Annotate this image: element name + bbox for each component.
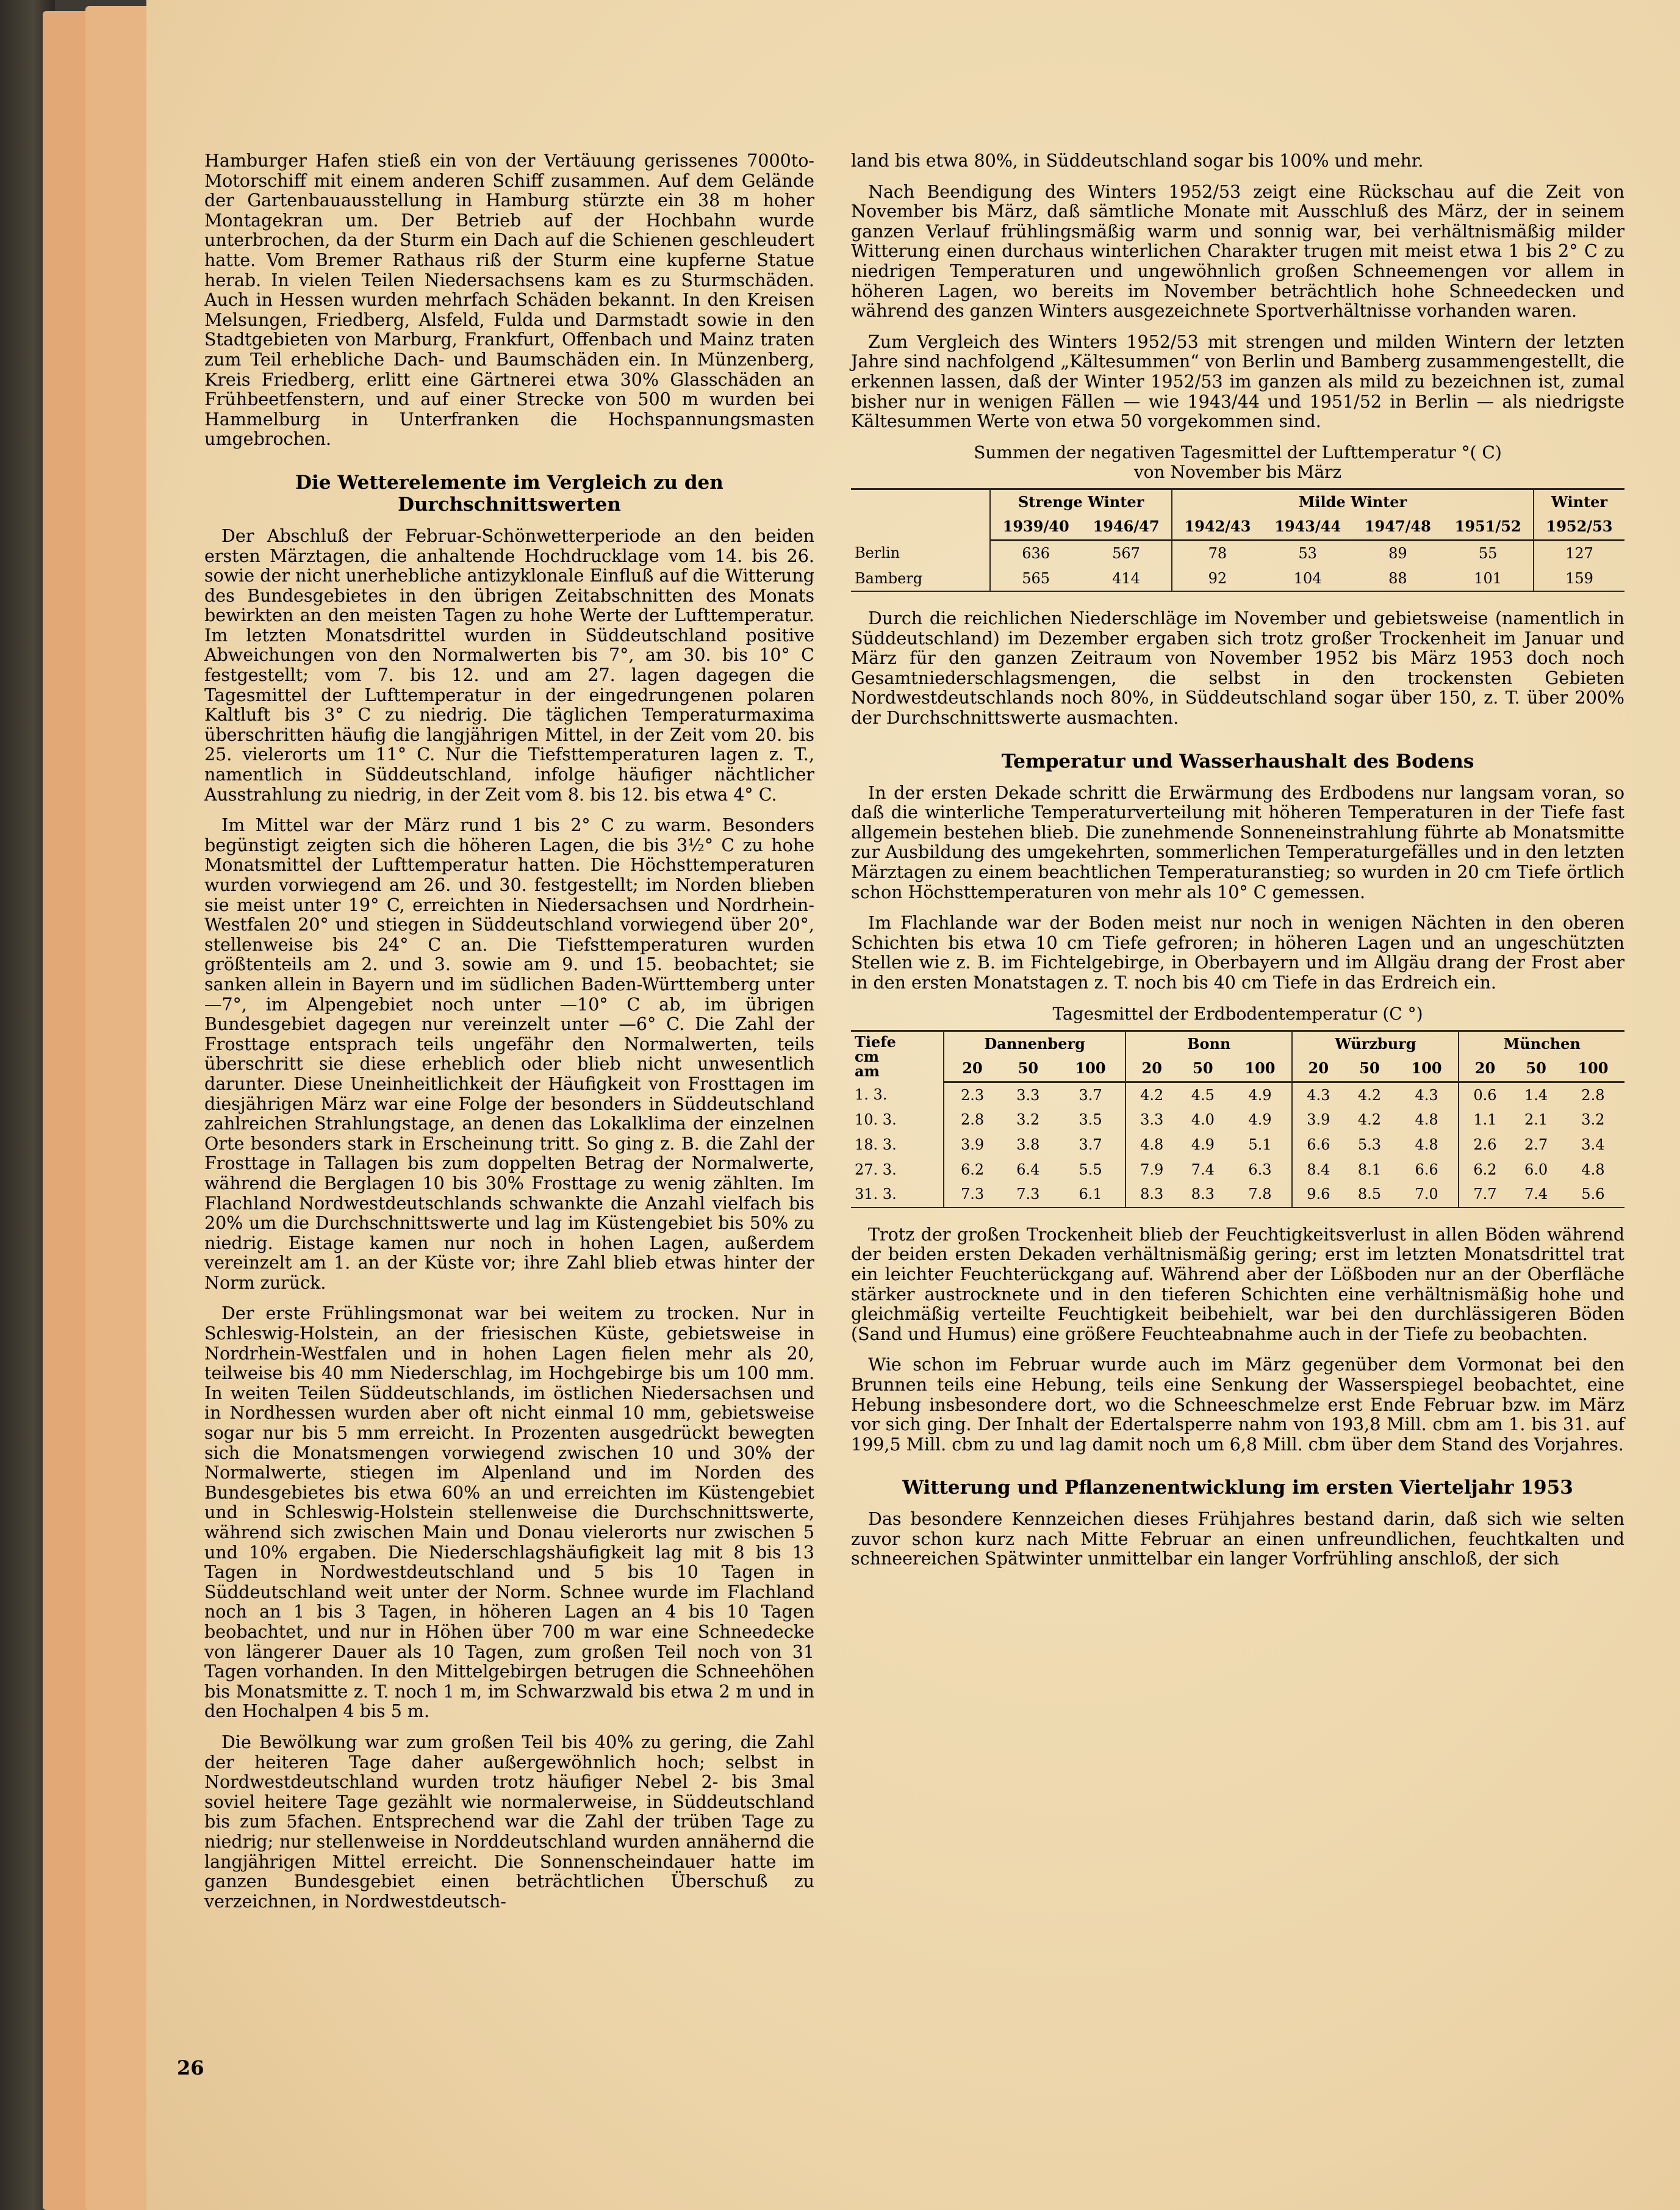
column-group-header: Winter [1534, 489, 1624, 514]
table-cell: 6.4 [1016, 1161, 1040, 1178]
table-cell: 7.8 [1229, 1182, 1293, 1208]
year-header: 1951/52 [1443, 514, 1534, 540]
row-date: 27. 3. [855, 1161, 897, 1178]
table-cell: 5.6 [1562, 1182, 1624, 1208]
table-caption-line: von November bis März [1133, 461, 1342, 482]
table-cell: 3.5 [1079, 1111, 1102, 1129]
table-cell: 5.5 [1079, 1161, 1102, 1178]
table-cell: 8.4 [1292, 1157, 1344, 1182]
left-column [204, 151, 814, 1923]
table-cell: 159 [1534, 566, 1624, 592]
table-cell: 6.2 [1459, 1157, 1510, 1182]
table-cell: 565 [990, 566, 1081, 592]
table-cell: 7.0 [1395, 1182, 1459, 1208]
depth-header: 100 [1056, 1056, 1125, 1082]
table-cell: 1.1 [1459, 1107, 1510, 1132]
year-header: 1943/44 [1263, 514, 1353, 540]
depth-header: 20 [1125, 1056, 1177, 1082]
table-cell: 4.9 [1248, 1086, 1272, 1104]
table-row [851, 1157, 1624, 1182]
table-cell: 3.3 [1016, 1086, 1040, 1104]
table-cell: 7.4 [1191, 1161, 1215, 1178]
table-cell: 4.8 [1415, 1136, 1438, 1153]
paragraph: In der ersten Dekade schritt die Erwärmung des Erdbodens nur langsam voran, so daß die winterliche Temperaturverteilung mit höheren Temperaturen in der Tiefe fast allgemein bestehen blieb. Die zunehmende Sonneneinstrahlung führte ab Monatsmitte zur Ausbildung des umgekehrten, sommerlichen Temperaturgefälles und in den letzten Märztagen zu einem beachtlichen Temperaturanstieg; so wurden in 20 cm Tiefe örtlich schon Höchsttemperaturen von mehr als 10° C gemessen. [851, 782, 1624, 902]
table-cell: 7.3 [944, 1182, 1000, 1208]
row-label: Berlin [855, 544, 900, 562]
depth-header: 50 [1177, 1056, 1228, 1082]
depth-header: 50 [1344, 1056, 1395, 1082]
paragraph: Durch die reichlichen Niederschläge im November und gebietsweise (namentlich in Süddeutschland) im Dezember ergaben sich trotz großer Trockenheit im Januar und März für den ganzen Zeitraum von November 1952 bis März 1953 doch noch Gesamtniederschlagsmengen, die selbst in den trockensten Gebieten Nordwestdeutschlands noch 80%, in Süddeutschland sogar über 150, z. T. über 200% der Durchschnittswerte ausmachten. [851, 608, 1624, 729]
table-cell: 9.6 [1292, 1182, 1344, 1208]
column-group-header: Strenge Winter [990, 489, 1172, 514]
table-cell: 104 [1263, 566, 1353, 592]
table-cell: 7.4 [1510, 1182, 1561, 1208]
table-caption [851, 443, 1624, 482]
table-cell: 6.0 [1524, 1161, 1548, 1178]
depth-header: 100 [1562, 1056, 1624, 1082]
table-cell: 6.6 [1415, 1161, 1438, 1178]
station-header: Dannenberg [944, 1031, 1125, 1056]
table-cell: 6.2 [944, 1157, 1000, 1182]
table-cell: 4.8 [1581, 1161, 1605, 1178]
table-cell: 5.3 [1357, 1136, 1382, 1153]
table-cell: 8.3 [1125, 1182, 1177, 1208]
kaeltesummen-table [851, 488, 1624, 592]
paragraph: Im Flachlande war der Boden meist nur noch in wenigen Nächten in den oberen Schichten bis etwa 10 cm Tiefe gefroren; in höheren Lagen und an ungeschützten Stellen wie z. B. im Fichtelgebirge, in Oberbayern und im Allgäu drang der Frost aber in den ersten Monatstagen z. T. noch bis 40 cm Tiefe in das Erdreich ein. [851, 913, 1624, 993]
row-date: 31. 3. [851, 1182, 944, 1208]
soil-temperature-table [851, 1030, 1624, 1208]
depth-header: 50 [1510, 1056, 1561, 1082]
table-cell: 92 [1172, 566, 1263, 592]
corner-label-unit: cm [855, 1047, 880, 1065]
depth-header-row [851, 1056, 1624, 1082]
depth-header: 100 [1229, 1056, 1293, 1082]
table-cell: 4.5 [1191, 1086, 1215, 1104]
year-header: 1947/48 [1353, 514, 1443, 540]
year-header: 1952/53 [1534, 514, 1624, 540]
depth-header: 50 [1000, 1056, 1056, 1082]
year-header: 1942/43 [1172, 514, 1263, 540]
depth-header: 20 [1292, 1056, 1344, 1082]
corner-label-depth: Tiefe [855, 1032, 896, 1051]
table-cell: 8.5 [1344, 1182, 1395, 1208]
table-cell: 1.4 [1524, 1086, 1548, 1104]
table-cell: 55 [1478, 544, 1498, 562]
row-date: 10. 3. [855, 1111, 897, 1129]
row-date: 18. 3. [855, 1136, 897, 1153]
table-cell: 2.8 [1581, 1086, 1605, 1104]
table-cell: 3.9 [944, 1132, 1000, 1157]
depth-header: 20 [1459, 1056, 1510, 1082]
table-corner [851, 489, 990, 540]
table-cell: 8.1 [1357, 1161, 1382, 1178]
table-cell: 7.7 [1459, 1182, 1510, 1208]
section-heading: Temperatur und Wasserhaushalt des Bodens [1001, 750, 1474, 772]
table-cell: 53 [1298, 544, 1317, 562]
paragraph: land bis etwa 80%, in Süddeutschland sogar bis 100% und mehr. [851, 151, 1424, 171]
table-cell: 88 [1353, 566, 1443, 592]
table-cell: 127 [1534, 540, 1624, 566]
table-cell: 4.2 [1357, 1086, 1382, 1104]
paragraph: Zum Vergleich des Winters 1952/53 mit strengen und milden Wintern der letzten Jahre sind nachfolgend „Kältesummen“ von Berlin und Bamberg zusammengestellt, die erkennen lassen, daß der Winter 1952/53 im ganzen als mild zu bezeichnen ist, zumal bisher nur in wenigen Fällen — wie 1943/44 und 1951/52 in Berlin — als niedrigste Kältesummen Werte von etwa 50 vorgekommen sind. [851, 331, 1624, 432]
station-header: Würzburg [1292, 1031, 1459, 1056]
paragraph: Im Mittel war der März rund 1 bis 2° C zu warm. Besonders begünstigt zeigten sich die höheren Lagen, die bis 3½° C zu hohe Monatsmittel der Lufttemperatur hatten. Die Höchsttemperaturen wurden vorwiegend am 26. und 30. festgestellt; im Norden blieben sie meist unter 19° C, erreichten in Niedersachsen und Nordrhein-Westfalen 20° und stiegen in Süddeutschland vorwiegend über 20°, stellenweise bis 24° C an. Die Tiefsttemperaturen wurden größtenteils am 2. und 3. sowie am 9. und 15. beobachtet; sie sanken allein in Bayern und im südlichen Baden-Württemberg unter —7°, im Alpengebiet noch unter —10° C ab, im übrigen Bundesgebiet dagegen nur vereinzelt unter —6° C. Die Zahl der Frosttage entsprach teils ungefähr den Normalwerten, teils überschritt sie diese erheblich oder blieb nicht unwesentlich darunter. Diese Uneinheitlichkeit der Häufigkeit von Frosttagen im diesjährigen März war eine Folge der besonders in Süddeutschland zahlreichen Strahlungstage, an denen das Lokalklima der einzelnen Orte besonders stark in Erscheinung tritt. So ging z. B. die Zahl der Frosttage in Tallagen bis zum doppelten Betrag der Normalwerte, während die Berglagen 10 bis 30% Frosttage zu wenig zählten. Im Flachland Nordwestdeutschlands schwankte die Anzahl vielfach bis 20% um die Durchschnittswerte und lag im Küstengebiet bis 50% zu niedrig. Eistage kamen nur noch in hohen Lagen, außerdem vereinzelt am 1. an der Küste vor; ihre Zahl blieb etwas hinter der Norm zurück. [204, 815, 814, 1293]
table-cell: 3.7 [1079, 1136, 1102, 1153]
year-header: 1946/47 [1081, 514, 1172, 540]
table-cell: 4.9 [1248, 1111, 1272, 1129]
table-cell: 6.1 [1056, 1182, 1125, 1208]
page-number: 26 [177, 2056, 204, 2079]
table-caption-line: Summen der negativen Tagesmittel der Lufttemperatur °( C) [974, 442, 1502, 463]
table-cell: 4.8 [1125, 1132, 1177, 1157]
table-cell: 6.3 [1248, 1161, 1272, 1178]
table-cell: 89 [1388, 544, 1407, 562]
table-cell: 4.2 [1125, 1082, 1177, 1107]
table-row [851, 1132, 1624, 1157]
column-group-header: Milde Winter [1172, 489, 1534, 514]
table-corner [851, 1031, 944, 1082]
paragraph: Hamburger Hafen stieß ein von der Vertäuung gerissenes 7000to-Motorschiff mit einem anderen Schiff zusammen. Auf dem Gelände der Gartenbauausstellung in Hamburg stürzte ein 38 m hoher Montagekran um. Der Betrieb auf der Hochbahn wurde unterbrochen, da der Sturm ein Dach auf die Schienen geschleudert hatte. Vom Bremer Rathaus riß der Sturm eine kupferne Statue herab. In vielen Teilen Niedersachsens kam es zu Sturmschäden. Auch in Hessen wurden mehrfach Schäden bekannt. In den Kreisen Melsungen, Friedberg, Alsfeld, Fulda und Darmstadt sowie in den Stadtgebieten von Marburg, Frankfurt, Offenbach und Mainz traten zum Teil erhebliche Dach- und Baumschäden ein. In Münzenberg, Kreis Friedberg, erlitt eine Gärtnerei etwa 30% Glasschäden an Frühbeetfenstern, und auf einer Strecke von 500 m wurden bei Hammelburg in Unterfranken die Hochspannungsmasten umgebrochen. [204, 151, 814, 450]
table-cell: 5.1 [1248, 1136, 1272, 1153]
row-label: Bamberg [851, 566, 990, 592]
paragraph: Der Abschluß der Februar-Schönwetterperiode an den beiden ersten Märztagen, die anhaltende Hochdrucklage vom 14. bis 26. sowie der nicht unerhebliche antizyklonale Einfluß auf die Witterung des Bundesgebietes in den übrigen Zeitabschnitten des Monats bewirkten an den meisten Tagen zu hohe Werte der Lufttemperatur. Im letzten Monatsdrittel wurden in Süddeutschland positive Abweichungen von den Normalwerten bis 7°, am 30. bis 10° C festgestellt; vom 7. bis 12. und am 27. lagen dagegen die Tagesmittel der Lufttemperatur in der eingedrungenen polaren Kaltluft bis 3° C zu niedrig. Die täglichen Temperaturmaxima überschritten häufig die langjährigen Mittel, in der Zeit vom 20. bis 25. vielerorts um 11° C. Nur die Tiefsttemperaturen lagen z. T., namentlich in Süddeutschland, infolge häufiger nächtlicher Ausstrahlung zu niedrig, in der Zeit vom 8. bis 12. bis etwa 4° C. [204, 525, 814, 805]
right-column [851, 151, 1624, 1580]
paragraph: Der erste Frühlingsmonat war bei weitem zu trocken. Nur in Schleswig-Holstein, an der friesischen Küste, gebietsweise in Nordrhein-Westfalen und in hohen Lagen fielen mehr als 20, teilweise bis 40 mm Niederschlag, im Hochgebirge bis um 100 mm. In weiten Teilen Süddeutschlands, im östlichen Niedersachsen und in Nordhessen wurden aber oft nicht einmal 10 mm, gebietsweise sogar nur bis 5 mm erreicht. In Prozenten ausgedrückt bewegten sich die Monatsmengen vorwiegend zwischen 10 und 30% der Normalwerte, stiegen im Alpenland und im Norden des Bundesgebietes bis etwa 60% an und erreichten im Küstengebiet und in Schleswig-Holstein stellenweise die Durchschnittswerte, während sich zwischen Main und Donau vielerorts nur zwischen 5 und 10% ergaben. Die Niederschlagshäufigkeit lag mit 8 bis 13 Tagen in Nordwestdeutschland und 5 bis 10 Tagen in Süddeutschland weit unter der Norm. Schnee wurde im Flachland noch an 1 bis 3 Tagen, in höheren Lagen an 4 bis 10 Tagen beobachtet, und nur in Höhen über 700 m war eine Schneedecke von längerer Dauer als 10 Tagen, zum großen Teil noch von 31 Tagen vorhanden. In den Mittelgebirgen betrugen die Schneehöhen bis Monatsmitte z. T. noch 1 m, im Schwarzwald bis etwa 2 m und in den Hochalpen 4 bis 5 m. [204, 1303, 814, 1722]
section-heading: Witterung und Pflanzenentwicklung im ersten Vierteljahr 1953 [902, 1477, 1573, 1499]
table-cell: 7.9 [1125, 1157, 1177, 1182]
table-cell: 78 [1172, 540, 1263, 566]
paragraph: Das besondere Kennzeichen dieses Frühjahres bestand darin, daß sich wie selten zuvor schon kurz nach Mitte Februar an einen unfreundlichen, feuchtkalten und schneereichen Spätwinter unmittelbar ein langer Vorfrühling anschloß, der sich [851, 1509, 1624, 1569]
table-row [851, 566, 1624, 592]
table-cell: 3.8 [1016, 1136, 1040, 1153]
depth-header: 100 [1395, 1056, 1459, 1082]
table-cell: 3.7 [1079, 1086, 1102, 1104]
table-cell: 3.2 [1581, 1111, 1605, 1129]
depth-header: 20 [944, 1056, 1000, 1082]
table-cell: 4.9 [1191, 1136, 1215, 1153]
table-cell: 567 [1112, 544, 1140, 562]
table-cell: 3.2 [1016, 1111, 1040, 1129]
table-cell: 636 [990, 540, 1081, 566]
table-cell: 3.3 [1125, 1107, 1177, 1132]
table-cell: 2.1 [1524, 1111, 1548, 1129]
table-cell: 2.7 [1524, 1136, 1548, 1153]
table-cell: 8.3 [1177, 1182, 1228, 1208]
paragraph: Wie schon im Februar wurde auch im März gegenüber dem Vormonat bei den Brunnen teils eine Hebung, teils eine Senkung der Wasserspiegel beobachtet, eine Hebung insbesondere dort, wo die Schneeschmelze erst Ende Februar bzw. im März vor sich ging. Der Inhalt der Edertalsperre nahm von 193,8 Mill. cbm am 1. bis 31. auf 199,5 Mill. cbm zu und lag damit noch um 6,8 Mill. cbm über dem Stand des Vorjahres. [851, 1355, 1624, 1455]
section-heading: Die Wetterelemente im Vergleich zu den Durchschnittswerten [295, 471, 723, 516]
table-row [851, 1182, 1624, 1208]
table-cell: 7.3 [1000, 1182, 1056, 1208]
table-row [851, 1107, 1624, 1132]
table-cell: 2.8 [944, 1107, 1000, 1132]
table-cell: 4.2 [1357, 1111, 1382, 1129]
paragraph: Nach Beendigung des Winters 1952/53 zeigt eine Rückschau auf die Zeit von November bis März, daß sämtliche Monate mit Ausschluß des März, der in seinem ganzen Verlauf frühlingsmäßig warm und sonnig war, bei verhältnismäßig milder Witterung einen durchaus winterlichen Charakter trugen mit meist etwa 1 bis 2° C zu niedrigen Temperaturen und ungewöhnlich großen Schneemengen vor allem in höheren Lagen, wo bereits im November beträchtlich hohe Schneedecken und während des ganzen Winters ausgezeichnete Sportverhältnisse vorhanden waren. [851, 181, 1624, 322]
paragraph: Trotz der großen Trockenheit blieb der Feuchtigkeitsverlust in allen Böden während der beiden ersten Dekaden verhältnismäßig gering; erst im letzten Monatsdrittel trat ein leichter Feuchterückgang auf. Während aber der Lößboden nur an der Oberfläche stärker austrocknete und in den tieferen Schichten eine verhältnismäßig hohe und gleichmäßig verteilte Feuchtigkeit beibehielt, war bei den durchlässigeren Böden (Sand und Humus) eine größere Feuchteabnahme auch in der Tiefe zu beobachten. [851, 1224, 1624, 1344]
row-date: 1. 3. [855, 1086, 888, 1104]
table-row [851, 1082, 1624, 1107]
table-cell: 3.4 [1581, 1136, 1605, 1153]
table-cell: 2.3 [944, 1082, 1000, 1107]
table-cell: 4.8 [1415, 1111, 1438, 1129]
station-header: Bonn [1125, 1031, 1292, 1056]
table-cell: 4.0 [1191, 1111, 1215, 1129]
table-cell: 2.6 [1459, 1132, 1510, 1157]
table-row [851, 540, 1624, 566]
table-cell: 101 [1443, 566, 1534, 592]
paragraph: Die Bewölkung war zum großen Teil bis 40% zu gering, die Zahl der heiteren Tage daher außergewöhnlich hoch; selbst in Nordwestdeutschland wurden trotz häufiger Nebel 2- bis 3mal soviel heitere Tage gezählt wie normalerweise, in Süddeutschland bis zum 5fachen. Entsprechend war die Zahl der trüben Tage zu niedrig; nur stellenweise in Norddeutschland wurden annähernd die langjährigen Mittel erreicht. Die Sonnenscheindauer hatte im ganzen Bundesgebiet einen beträchtlichen Überschuß zu verzeichnen, in Nordwestdeutsch- [204, 1732, 814, 1912]
table-cell: 3.9 [1292, 1107, 1344, 1132]
table-cell: 414 [1081, 566, 1172, 592]
corner-label-date: am [855, 1062, 880, 1080]
year-header: 1939/40 [990, 514, 1081, 540]
table-caption: Tagesmittel der Erdbodentemperatur (C °) [1052, 1003, 1423, 1024]
table-cell: 4.3 [1415, 1086, 1438, 1104]
table-cell: 4.3 [1292, 1082, 1344, 1107]
station-header: München [1459, 1031, 1624, 1056]
table-cell: 0.6 [1459, 1082, 1510, 1107]
table-cell: 6.6 [1292, 1132, 1344, 1157]
